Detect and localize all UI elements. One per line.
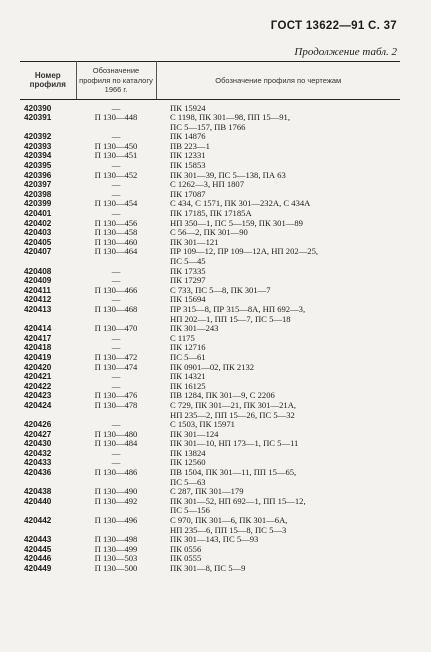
drawing-designation-line: С 970, ПК 301—6, ПК 301—6А, <box>170 515 288 526</box>
drawing-designation-line: ПВ 223—1 <box>170 140 210 151</box>
profile-number-cell: 420414 <box>24 324 52 334</box>
drawing-designation-line: ПС 5—63 <box>170 476 206 487</box>
catalog-designation-cell: П 130—478 <box>94 399 138 410</box>
drawing-designation-line: ПК 301—39, ПС 5—138, ПА 63 <box>170 169 286 180</box>
drawing-designation-line: ПК 301—243 <box>170 323 219 334</box>
profile-number-cell: 420438 <box>24 487 52 497</box>
catalog-designation-cell: П 130—503 <box>94 553 138 564</box>
catalog-designation-cell: — <box>111 160 121 171</box>
drawing-designation-line: ПК 17185, ПК 17185А <box>170 208 252 219</box>
drawing-designation-line: ПК 12716 <box>170 342 206 353</box>
table-row <box>20 180 400 190</box>
profile-number-cell: 420396 <box>24 170 52 180</box>
table-row <box>20 267 400 277</box>
table-row <box>20 142 400 152</box>
table-row <box>20 564 400 574</box>
drawing-designation-line: ПК 14876 <box>170 131 206 142</box>
table-row <box>20 247 400 266</box>
table-row <box>20 439 400 449</box>
catalog-designation-cell: П 130—451 <box>94 150 138 161</box>
drawing-designation-line: ПК 0901—02, ПК 2132 <box>170 361 255 372</box>
catalog-designation-cell: — <box>111 294 121 305</box>
drawing-designation-line: ПК 17297 <box>170 275 206 286</box>
catalog-designation-cell: П 130—499 <box>94 543 138 554</box>
profile-number-cell: 420442 <box>24 516 52 526</box>
drawing-designation-line: ПК 12331 <box>170 150 206 161</box>
table-row <box>20 449 400 459</box>
table-row <box>20 305 400 324</box>
profile-number-cell: 420424 <box>24 400 52 410</box>
profile-number-cell: 420401 <box>24 209 52 219</box>
table-row <box>20 468 400 487</box>
profile-number-cell: 420427 <box>24 429 52 439</box>
profile-number-cell: 420446 <box>24 554 52 564</box>
catalog-designation-cell: П 130—450 <box>94 140 138 151</box>
table-row <box>20 99 400 113</box>
profile-number-cell: 420412 <box>24 295 52 305</box>
table-row <box>20 286 400 296</box>
table-row <box>20 545 400 555</box>
drawing-designation-line: ПК 301—8, ПС 5—9 <box>170 563 246 573</box>
profile-number-cell: 420432 <box>24 448 52 458</box>
catalog-designation-cell: П 130—484 <box>94 438 138 449</box>
profile-number-cell: 420390 <box>24 103 52 113</box>
drawing-designation-line: С 1262—3, НП 1807 <box>170 179 245 190</box>
drawing-designation-line: ПК 301—10, НП 173—1, ПС 5—11 <box>170 438 299 449</box>
drawing-designation-line: НП 202—1, ПП 15—7, ПС 5—18 <box>170 313 291 324</box>
header-catalog-designation: Обозначение профиля по каталогу 1966 г. <box>76 62 156 100</box>
drawing-designation-cell <box>156 99 400 113</box>
drawing-designation-line: ПР 109—12, ПР 109—12А, НП 202—25, <box>170 246 319 257</box>
drawing-designation-line: НП 350—1, ПС 5—159, ПК 301—89 <box>170 217 303 228</box>
profile-number-cell: 420407 <box>24 247 52 257</box>
drawing-designation-line: ПК 0555 <box>170 553 202 564</box>
catalog-designation-cell: — <box>111 208 121 219</box>
drawing-designation-line: НП 235—2, ПП 15—26, ПС 5—32 <box>170 409 295 420</box>
drawing-designation-line: С 56—2, ПК 301—90 <box>170 227 248 238</box>
profile-number-cell: 420430 <box>24 439 52 449</box>
profile-number-cell: 420417 <box>24 333 52 343</box>
catalog-designation-cell: П 130—470 <box>94 323 138 334</box>
profile-number-cell: 420402 <box>24 218 52 228</box>
profile-number-cell: 420418 <box>24 343 52 353</box>
catalog-designation-cell: П 130—490 <box>94 486 138 497</box>
table-row <box>20 132 400 142</box>
drawing-designation-line: ПС 5—45 <box>170 256 206 266</box>
profile-number-cell: 420392 <box>24 132 52 142</box>
drawing-designation-cell <box>156 305 400 324</box>
catalog-designation-cell: П 130—454 <box>94 198 138 209</box>
table-header-row <box>20 62 400 100</box>
profile-number-cell: 420409 <box>24 276 52 286</box>
catalog-designation-cell: — <box>111 457 121 468</box>
drawing-designation-cell <box>156 401 400 420</box>
profile-number-cell: 420408 <box>24 266 52 276</box>
catalog-designation-cell: П 130—456 <box>94 217 138 228</box>
drawing-designation-line: ПК 12560 <box>170 457 206 468</box>
table-body <box>20 99 400 574</box>
table-row <box>20 334 400 344</box>
profile-number-cell: 420443 <box>24 535 52 545</box>
catalog-designation-cell: — <box>111 131 121 142</box>
profile-number-cell: 420395 <box>24 161 52 171</box>
profile-number-cell: 420423 <box>24 391 52 401</box>
drawing-designation-line: ПК 15853 <box>170 160 206 171</box>
profile-number-cell: 420449 <box>24 564 52 573</box>
profile-number-cell: 420440 <box>24 496 52 506</box>
drawing-designation-cell <box>156 564 400 574</box>
table-continuation-label: Продолжение табл. 2 <box>294 46 397 58</box>
table-row <box>20 372 400 382</box>
drawing-designation-line: ПВ 1504, ПК 301—11, ПП 15—65, <box>170 467 297 478</box>
table-row <box>20 535 400 545</box>
table-row <box>20 497 400 516</box>
catalog-designation-cell: П 130—460 <box>94 236 138 247</box>
profile-number-cell: 420398 <box>24 189 52 199</box>
profile-number-cell: 420397 <box>24 180 52 190</box>
profile-number-cell: 420411 <box>24 285 51 295</box>
catalog-designation-cell: — <box>111 265 121 276</box>
catalog-designation-cell: — <box>111 342 121 353</box>
catalog-designation-cell: — <box>111 447 121 458</box>
table-row <box>20 363 400 373</box>
catalog-designation-cell: — <box>111 332 121 343</box>
header-drawing-designation: Обозначение профиля по чертежам <box>156 62 400 100</box>
catalog-designation-cell: — <box>111 380 121 391</box>
catalog-designation-cell: П 130—496 <box>94 515 138 526</box>
catalog-designation-cell: П 130—464 <box>94 246 138 257</box>
drawing-designation-line: С 1198, ПК 301—98, ПП 15—91, <box>170 112 290 123</box>
drawing-designation-line: ПР 315—8, ПР 315—8А, НП 692—3, <box>170 303 306 314</box>
profile-number-cell: 420445 <box>24 544 52 554</box>
catalog-designation-cell: П 130—492 <box>94 495 138 506</box>
drawing-designation-cell <box>156 497 400 516</box>
catalog-designation-cell: П 130—466 <box>94 284 138 295</box>
drawing-designation-line: ПС 5—61 <box>170 351 206 362</box>
table-row <box>20 516 400 535</box>
catalog-designation-cell: — <box>111 275 121 286</box>
profile-number-cell: 420405 <box>24 237 52 247</box>
drawing-designation-line: ПК 15924 <box>170 102 206 113</box>
catalog-designation-cell: — <box>111 179 121 190</box>
drawing-designation-line: С 434, С 1571, ПК 301—232А, С 434А <box>170 198 311 209</box>
drawing-designation-line: НП 235—6, ПП 15—8, ПС 5—3 <box>170 524 287 535</box>
catalog-designation-cell: П 130—500 <box>94 563 138 573</box>
profile-number-cell: 420419 <box>24 352 52 362</box>
profile-number-cell: 420391 <box>24 113 52 123</box>
catalog-designation-cell: П 130—474 <box>94 361 138 372</box>
drawing-designation-line: ПК 301—52, НП 692—1, ПП 15—12, <box>170 495 306 506</box>
page-header: ГОСТ 13622—91 С. 37 <box>270 20 397 32</box>
profile-table <box>20 61 400 574</box>
drawing-designation-line: ПК 16125 <box>170 380 206 391</box>
catalog-designation-cell: — <box>111 102 121 113</box>
drawing-designation-line: ПВ 1284, ПК 301—9, С 2206 <box>170 390 275 401</box>
drawing-designation-cell <box>156 516 400 535</box>
table-row <box>20 151 400 161</box>
catalog-designation-cell: П 130—498 <box>94 534 138 545</box>
profile-number-cell: 420399 <box>24 199 52 209</box>
drawing-designation-cell <box>156 113 400 132</box>
drawing-designation-line: ПК 14321 <box>170 371 206 382</box>
drawing-designation-line: С 1175 <box>170 332 195 343</box>
catalog-designation-cell: — <box>111 188 121 199</box>
profile-number-cell: 420413 <box>24 304 52 314</box>
profile-number-cell: 420420 <box>24 362 52 372</box>
drawing-designation-line: ПК 13824 <box>170 447 206 458</box>
profile-number-cell: 420394 <box>24 151 52 161</box>
drawing-designation-line: С 287, ПК 301—179 <box>170 486 244 497</box>
profile-number-cell: 420426 <box>24 420 52 430</box>
catalog-designation-cell: П 130—452 <box>94 169 138 180</box>
drawing-designation-cell <box>156 247 400 266</box>
profile-number-cell: 420403 <box>24 228 52 238</box>
profile-number-cell: 420393 <box>24 141 52 151</box>
drawing-designation-line: С 1503, ПК 15971 <box>170 419 235 430</box>
profile-number-cell: 420421 <box>24 372 52 382</box>
drawing-designation-line: ПК 0556 <box>170 543 202 554</box>
catalog-designation-cell: П 130—476 <box>94 390 138 401</box>
drawing-designation-cell <box>156 468 400 487</box>
drawing-designation-line: ПК 301—124 <box>170 428 219 439</box>
profile-number-cell: 420422 <box>24 381 52 391</box>
catalog-designation-cell: — <box>111 371 121 382</box>
drawing-designation-line: ПК 301—121 <box>170 236 219 247</box>
drawing-designation-line: ПК 17335 <box>170 265 206 276</box>
catalog-designation-cell: П 130—486 <box>94 467 138 478</box>
drawing-designation-line: ПК 301—143, ПС 5—93 <box>170 534 259 545</box>
drawing-designation-line: ПС 5—157, ПВ 1766 <box>170 121 246 132</box>
drawing-designation-line: ПК 17087 <box>170 188 206 199</box>
drawing-designation-line: С 733, ПС 5—8, ПК 301—7 <box>170 284 271 295</box>
catalog-designation-cell: П 130—468 <box>94 303 138 314</box>
catalog-designation-cell: П 130—448 <box>94 112 138 123</box>
table-row <box>20 324 400 334</box>
drawing-designation-line: С 729, ПК 301—21, ПК 301—21А, <box>170 399 297 410</box>
profile-number-cell: 420436 <box>24 468 52 478</box>
header-profile-number: Номер профиля <box>20 62 76 100</box>
table-row <box>20 343 400 353</box>
catalog-designation-cell: П 130—472 <box>94 351 138 362</box>
catalog-designation-cell: — <box>111 419 121 430</box>
table-row <box>20 113 400 132</box>
profile-number-cell: 420433 <box>24 458 52 468</box>
table-row <box>20 401 400 420</box>
catalog-designation-cell: П 130—458 <box>94 227 138 238</box>
drawing-designation-line: ПС 5—156 <box>170 505 210 516</box>
drawing-designation-line: ПК 15694 <box>170 294 206 305</box>
catalog-designation-cell: П 130—480 <box>94 428 138 439</box>
